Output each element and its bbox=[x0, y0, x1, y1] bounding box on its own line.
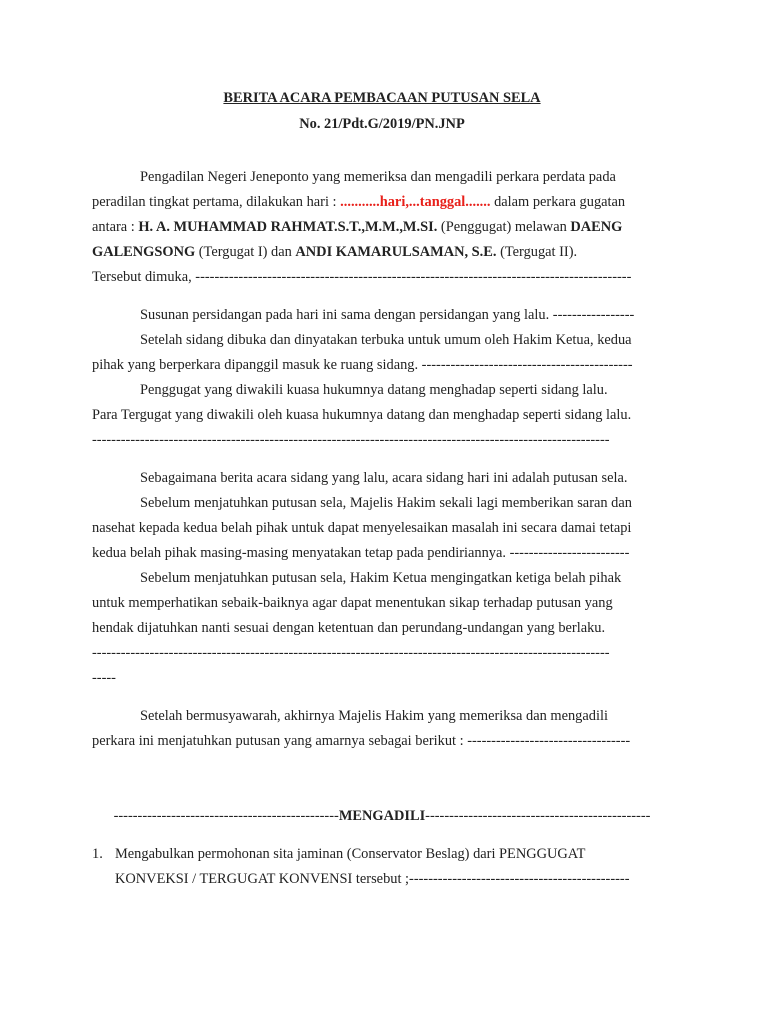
mengadili-dashes-left: ----------------------------------------------- bbox=[113, 808, 339, 824]
p2-line-3: pihak yang berperkara dipanggil masuk ke ruang sidang. -------------------------------------------- bbox=[92, 357, 633, 373]
plaintiff-name: H. A. MUHAMMAD RAHMAT.S.T.,M.M.,M.SI. bbox=[138, 219, 438, 235]
p1-line-2 bbox=[92, 192, 672, 212]
list-item-line-2: KONVEKSI / TERGUGAT KONVENSI tersebut ;---------------------------------------------- bbox=[115, 871, 630, 887]
p3-line-2: Sebelum menjatuhkan putusan sela, Majelis Hakim sekali lagi memberikan saran dan bbox=[140, 495, 632, 511]
list-item bbox=[0, 844, 768, 864]
p3-line-4: kedua belah pihak masing-masing menyatakan tetap pada pendiriannya. ------------------------- bbox=[92, 545, 630, 561]
p2-line-2: Setelah sidang dibuka dan dinyatakan terbuka untuk umum oleh Hakim Ketua, kedua bbox=[140, 332, 632, 348]
p1-line-5: Tersebut dimuka, ------------------------------------------------------------------------------------------- bbox=[92, 269, 632, 285]
p3-line-3: nasehat kepada kedua belah pihak untuk dapat menyelesaikan masalah ini secara damai tetapi bbox=[92, 520, 632, 536]
p1-line-4-text-a: (Tergugat I) dan bbox=[195, 244, 296, 260]
defendant-2-name: ANDI KAMARULSAMAN, S.E. bbox=[295, 244, 497, 260]
p2-line-4: Penggugat yang diwakili kuasa hukumnya datang menghadap seperti sidang lalu. bbox=[140, 382, 608, 398]
p1-line-1: Pengadilan Negeri Jeneponto yang memeriksa dan mengadili perkara perdata pada bbox=[140, 169, 616, 185]
p2-line-6: ------------------------------------------------------------------------------------------------------------ bbox=[92, 432, 610, 448]
p3-line-6: untuk memperhatikan sebaik-baiknya agar dapat menentukan sikap terhadap putusan yang bbox=[92, 595, 613, 611]
p4-line-2: perkara ini menjatuhkan putusan yang amarnya sebagai berikut : ---------------------------------- bbox=[92, 733, 631, 749]
p3-line-7: hendak dijatuhkan nanti sesuai dengan ketentuan dan perundang-undangan yang berlaku. bbox=[92, 620, 606, 636]
mengadili-label: MENGADILI bbox=[338, 808, 426, 824]
mengadili-heading bbox=[92, 806, 672, 826]
p2-line-1: Susunan persidangan pada hari ini sama dengan persidangan yang lalu. ----------------- bbox=[140, 307, 635, 323]
document-title: BERITA ACARA PEMBACAAN PUTUSAN SELA bbox=[223, 90, 541, 106]
defendant-1-name-part-2: GALENGSONG bbox=[92, 244, 196, 260]
p1-line-3 bbox=[92, 217, 672, 237]
p1-line-3-text-a: antara : bbox=[92, 219, 139, 235]
list-item-number: 1. bbox=[92, 846, 103, 862]
mengadili-dashes-right: ----------------------------------------------- bbox=[425, 808, 651, 824]
date-placeholder: ...........hari,...tanggal....... bbox=[340, 194, 491, 210]
p2-line-5: Para Tergugat yang diwakili oleh kuasa hukumnya datang dan menghadap seperti sidang lalu. bbox=[92, 407, 632, 423]
p1-line-2-text-a: peradilan tingkat pertama, dilakukan hari : bbox=[92, 194, 341, 210]
p3-line-9: ----- bbox=[92, 670, 116, 686]
p3-line-5: Sebelum menjatuhkan putusan sela, Hakim Ketua mengingatkan ketiga belah pihak bbox=[140, 570, 622, 586]
case-number: No. 21/Pdt.G/2019/PN.JNP bbox=[299, 116, 465, 132]
p3-line-8: ------------------------------------------------------------------------------------------------------------ bbox=[92, 645, 610, 661]
p1-line-3-text-b: (Penggugat) melawan bbox=[437, 219, 571, 235]
p4-line-1: Setelah bermusyawarah, akhirnya Majelis Hakim yang memeriksa dan mengadili bbox=[140, 708, 608, 724]
p1-line-4-text-b: (Tergugat II). bbox=[496, 244, 578, 260]
list-item-line-1: Mengabulkan permohonan sita jaminan (Conservator Beslag) dari PENGGUGAT bbox=[115, 846, 586, 862]
p3-line-1: Sebagaimana berita acara sidang yang lalu, acara sidang hari ini adalah putusan sela. bbox=[140, 470, 628, 486]
defendant-1-name-part-1: DAENG bbox=[570, 219, 623, 235]
p1-line-4 bbox=[92, 242, 672, 262]
p1-line-2-text-b: dalam perkara gugatan bbox=[490, 194, 626, 210]
